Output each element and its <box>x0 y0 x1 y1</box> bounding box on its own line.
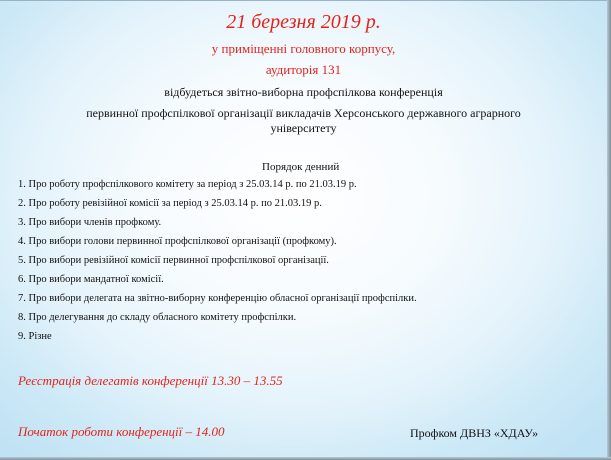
agenda-title: Порядок денний <box>262 161 340 173</box>
agenda-item: 6. Про вибори мандатної комісії. <box>18 274 164 285</box>
location-room: аудиторія 131 <box>265 62 342 77</box>
agenda-item: 7. Про вибори делегата на звітно-виборну конференцію обласної організації профспілки. <box>18 293 417 304</box>
organizer-signature: Профком ДВНЗ «ХДАУ» <box>410 426 539 440</box>
event-date: 21 березня 2019 р. <box>226 11 381 33</box>
announcement-text-line3: університету <box>270 121 337 135</box>
agenda-item: 9. Різне <box>18 331 52 342</box>
agenda-item: 2. Про роботу ревізійної комісії за період з 25.03.14 р. по 21.03.19 р. <box>18 198 322 209</box>
announcement-text-line1: відбудеться звітно-виборна профспілкова конференція <box>164 85 443 99</box>
agenda-item: 5. Про вибори ревізійної комісії первинної профспілкової організації. <box>18 255 329 266</box>
agenda-item: 1. Про роботу профспілкового комітету за період з 25.03.14 р. по 21.03.19 р. <box>18 179 357 190</box>
agenda-list <box>18 178 417 349</box>
slide-border-top <box>0 0 611 1</box>
location-building: у приміщенні головного корпусу, <box>211 41 396 56</box>
agenda-item: 3. Про вибори членів профкому. <box>18 217 162 228</box>
slide-border-right <box>607 0 611 460</box>
agenda-item: 8. Про делегування до складу обласного комітету профспілки. <box>18 312 297 323</box>
conference-start-time: Початок роботи конференції – 14.00 <box>18 424 225 439</box>
agenda-item: 4. Про вибори голови первинної профспілкової організації (профкому). <box>18 236 337 247</box>
registration-time: Реєстрація делегатів конференції 13.30 – 13.55 <box>18 373 283 388</box>
announcement-text-line2: первинної профспілкової організації викладачів Херсонського державного аграрного <box>86 106 521 120</box>
